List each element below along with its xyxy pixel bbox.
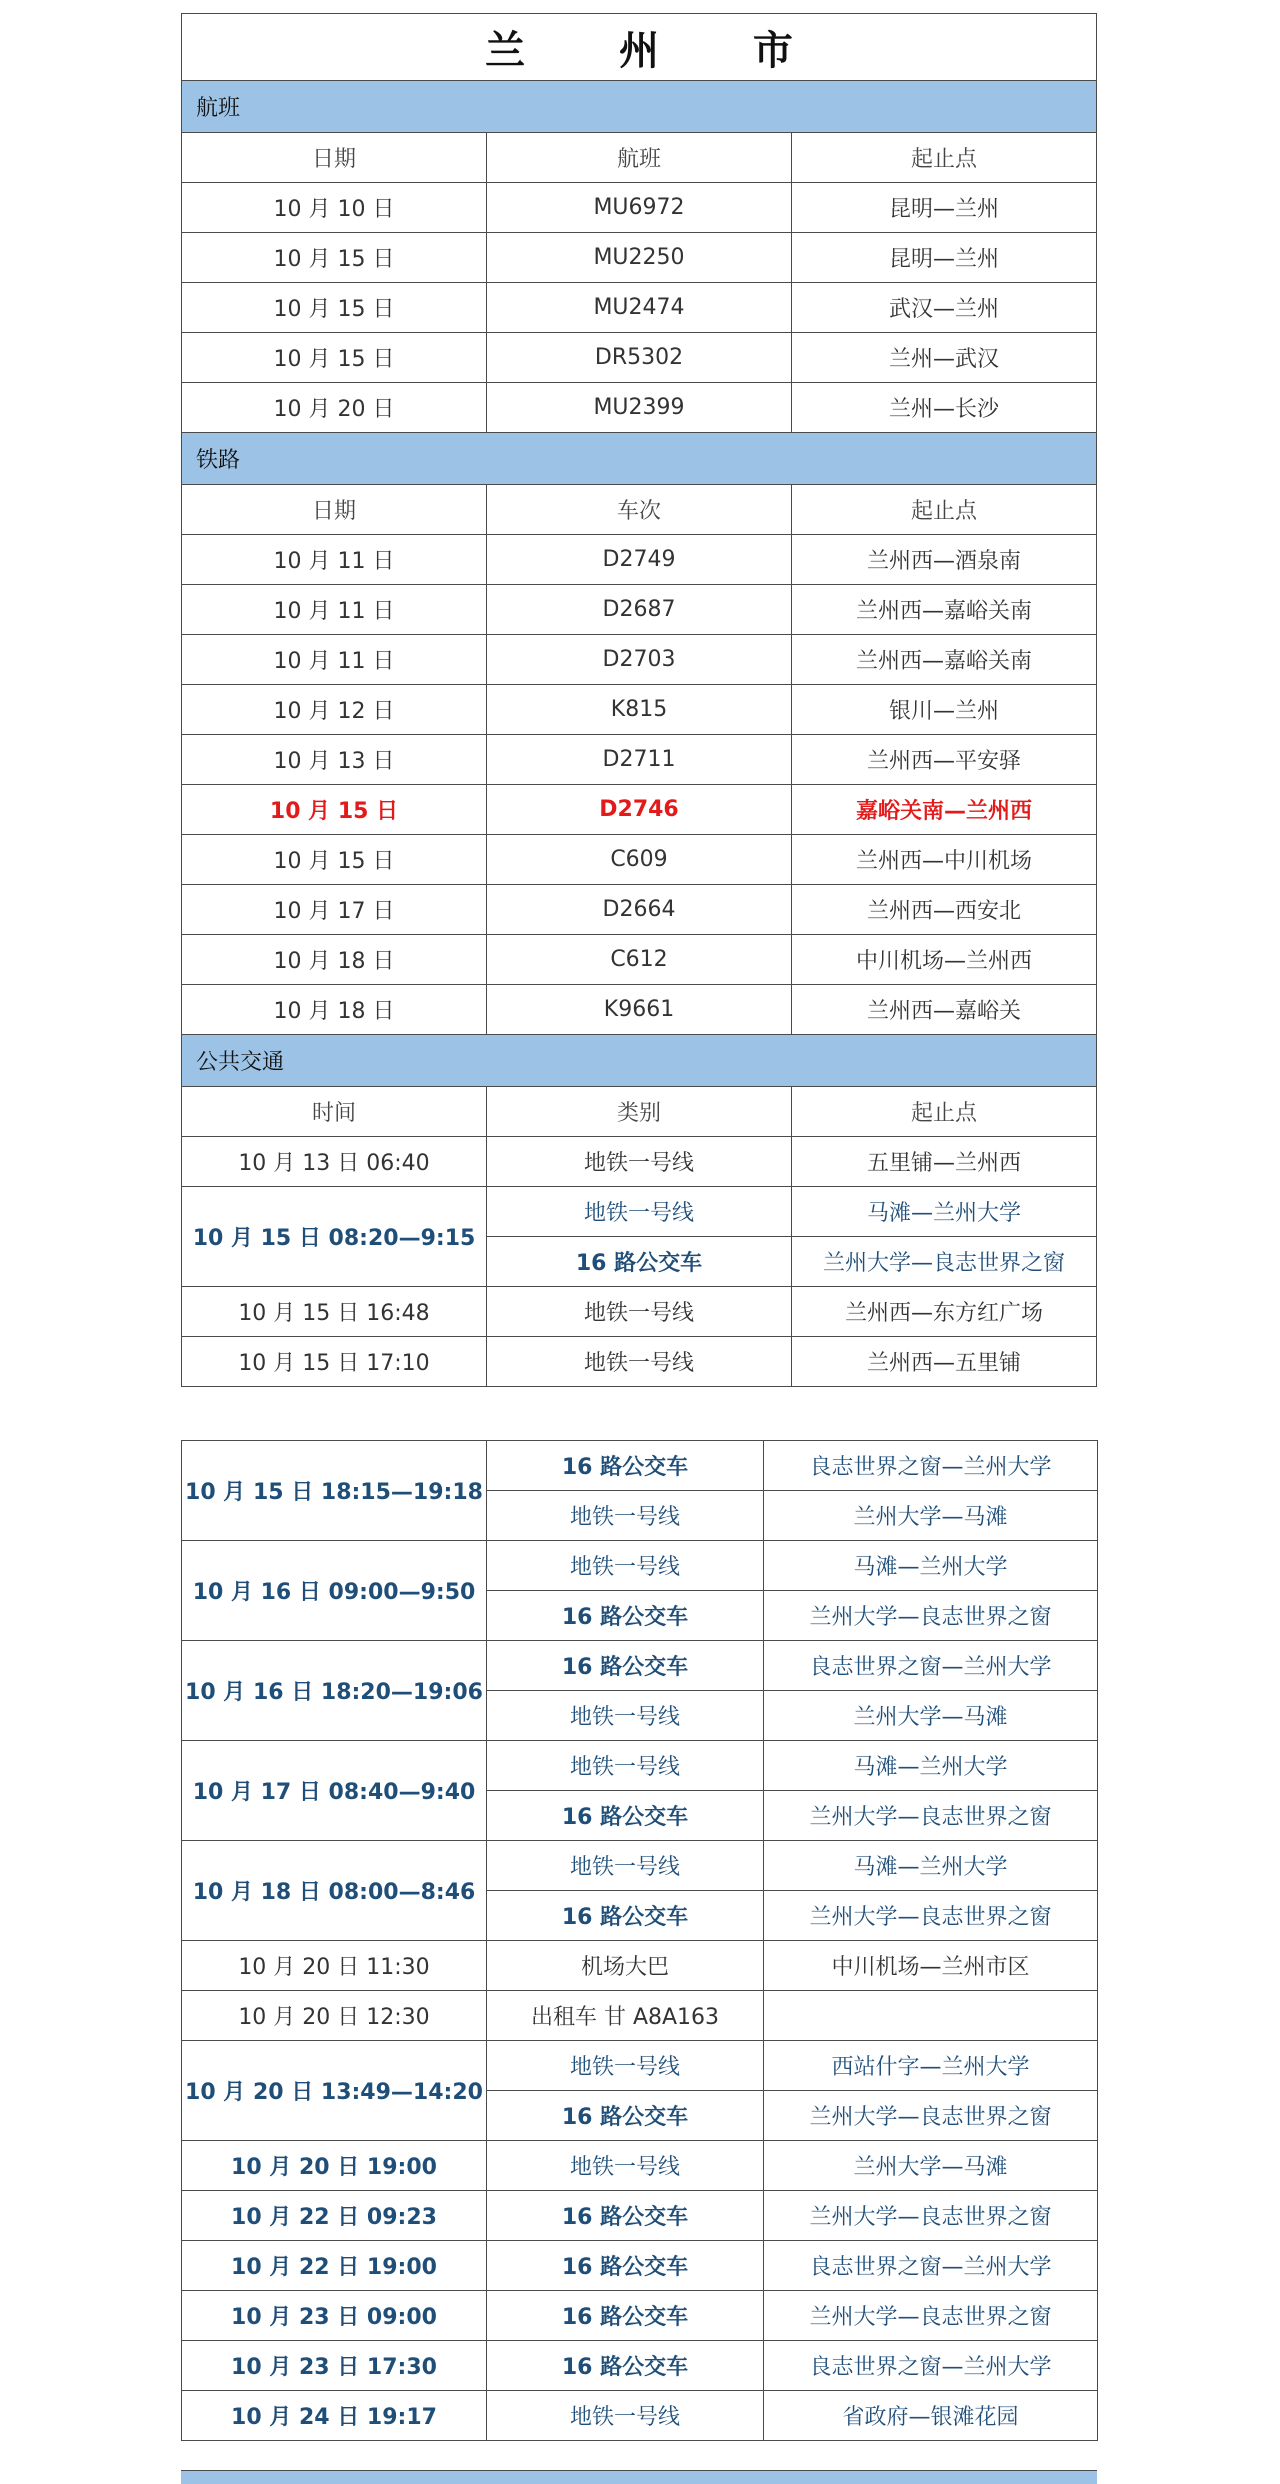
train-cell: C612 bbox=[487, 935, 792, 985]
table-row bbox=[182, 283, 1097, 333]
time-cell: 10 月 20 日 11:30 bbox=[182, 1941, 487, 1991]
route-cell: 嘉峪关南—兰州西 bbox=[792, 785, 1097, 835]
table-row bbox=[182, 885, 1097, 935]
date-cell: 10 月 20 日 bbox=[182, 383, 487, 433]
time-cell-merged: 10 月 16 日 18:20—19:06 bbox=[182, 1641, 487, 1741]
column-header-route: 起止点 bbox=[792, 133, 1097, 183]
table-row bbox=[182, 1541, 1098, 1591]
route-cell: 良志世界之窗—兰州大学 bbox=[764, 1641, 1098, 1691]
route-cell: 中川机场—兰州市区 bbox=[764, 1941, 1098, 1991]
type-cell: 16 路公交车 bbox=[487, 2291, 764, 2341]
type-cell: 16 路公交车 bbox=[487, 1641, 764, 1691]
type-cell: 16 路公交车 bbox=[487, 1441, 764, 1491]
route-cell: 兰州西—嘉峪关南 bbox=[792, 635, 1097, 685]
type-cell: 地铁一号线 bbox=[487, 1137, 792, 1187]
type-cell: 地铁一号线 bbox=[487, 1741, 764, 1791]
time-cell: 10 月 23 日 09:00 bbox=[182, 2291, 487, 2341]
table-row bbox=[182, 1337, 1097, 1387]
table-row bbox=[182, 1741, 1098, 1791]
route-cell: 昆明—兰州 bbox=[792, 233, 1097, 283]
type-cell: 16 路公交车 bbox=[487, 1791, 764, 1841]
column-header-route: 起止点 bbox=[792, 485, 1097, 535]
route-cell: 兰州大学—良志世界之窗 bbox=[764, 2091, 1098, 2141]
date-cell: 10 月 15 日 bbox=[182, 233, 487, 283]
table-row bbox=[182, 2191, 1098, 2241]
table-row bbox=[182, 835, 1097, 885]
route-cell: 兰州西—五里铺 bbox=[792, 1337, 1097, 1387]
type-cell: 地铁一号线 bbox=[487, 1491, 764, 1541]
section-row-flights bbox=[182, 81, 1097, 133]
table-row bbox=[182, 1641, 1098, 1691]
table-row bbox=[182, 1941, 1098, 1991]
date-cell: 10 月 15 日 bbox=[182, 835, 487, 885]
route-cell: 兰州大学—良志世界之窗 bbox=[792, 1237, 1097, 1287]
header-row-transit bbox=[182, 1087, 1097, 1137]
route-cell: 兰州西—酒泉南 bbox=[792, 535, 1097, 585]
time-cell: 10 月 20 日 19:00 bbox=[182, 2141, 487, 2191]
train-cell: K9661 bbox=[487, 985, 792, 1035]
time-cell: 10 月 24 日 19:17 bbox=[182, 2391, 487, 2441]
flight-cell: MU2250 bbox=[487, 233, 792, 283]
date-cell: 10 月 17 日 bbox=[182, 885, 487, 935]
time-cell-merged: 10 月 18 日 08:00—8:46 bbox=[182, 1841, 487, 1941]
train-cell: D2749 bbox=[487, 535, 792, 585]
type-cell: 地铁一号线 bbox=[487, 2041, 764, 2091]
column-header-time: 时间 bbox=[182, 1087, 487, 1137]
type-cell: 16 路公交车 bbox=[487, 2241, 764, 2291]
table-row bbox=[182, 935, 1097, 985]
time-cell-merged: 10 月 16 日 09:00—9:50 bbox=[182, 1541, 487, 1641]
route-cell: 兰州大学—马滩 bbox=[764, 1491, 1098, 1541]
route-cell: 兰州西—嘉峪关 bbox=[792, 985, 1097, 1035]
table-row bbox=[182, 1137, 1097, 1187]
train-cell: D2746 bbox=[487, 785, 792, 835]
section-label-flights: 航班 bbox=[182, 81, 1097, 133]
route-cell: 兰州大学—良志世界之窗 bbox=[764, 1591, 1098, 1641]
flight-cell: DR5302 bbox=[487, 333, 792, 383]
type-cell: 16 路公交车 bbox=[487, 2341, 764, 2391]
type-cell: 地铁一号线 bbox=[487, 2141, 764, 2191]
type-cell: 地铁一号线 bbox=[487, 1841, 764, 1891]
type-cell: 地铁一号线 bbox=[487, 2391, 764, 2441]
date-cell: 10 月 13 日 bbox=[182, 735, 487, 785]
itinerary-table-main bbox=[181, 13, 1097, 1387]
type-cell: 地铁一号线 bbox=[487, 1691, 764, 1741]
table-row bbox=[182, 383, 1097, 433]
route-cell: 马滩—兰州大学 bbox=[764, 1741, 1098, 1791]
header-row-rail bbox=[182, 485, 1097, 535]
date-cell: 10 月 11 日 bbox=[182, 535, 487, 585]
time-cell: 10 月 15 日 17:10 bbox=[182, 1337, 487, 1387]
table-row bbox=[182, 535, 1097, 585]
section-label-transit: 公共交通 bbox=[182, 1035, 1097, 1087]
time-cell-merged: 10 月 15 日 08:20—9:15 bbox=[182, 1187, 487, 1287]
route-cell: 五里铺—兰州西 bbox=[792, 1137, 1097, 1187]
route-cell: 良志世界之窗—兰州大学 bbox=[764, 2341, 1098, 2391]
route-cell: 银川—兰州 bbox=[792, 685, 1097, 735]
date-cell: 10 月 15 日 bbox=[182, 333, 487, 383]
route-cell: 兰州大学—马滩 bbox=[764, 2141, 1098, 2191]
table-row bbox=[182, 233, 1097, 283]
route-cell: 兰州西—中川机场 bbox=[792, 835, 1097, 885]
type-cell: 地铁一号线 bbox=[487, 1337, 792, 1387]
date-cell: 10 月 18 日 bbox=[182, 985, 487, 1035]
date-cell: 10 月 11 日 bbox=[182, 585, 487, 635]
title-row bbox=[182, 14, 1097, 81]
flight-cell: MU2399 bbox=[487, 383, 792, 433]
column-header-type: 类别 bbox=[487, 1087, 792, 1137]
section-row-transit bbox=[182, 1035, 1097, 1087]
column-header-flight: 航班 bbox=[487, 133, 792, 183]
type-cell: 地铁一号线 bbox=[487, 1287, 792, 1337]
date-cell: 10 月 10 日 bbox=[182, 183, 487, 233]
route-cell: 兰州大学—良志世界之窗 bbox=[764, 2191, 1098, 2241]
train-cell: D2687 bbox=[487, 585, 792, 635]
table-row bbox=[182, 1441, 1098, 1491]
route-cell: 良志世界之窗—兰州大学 bbox=[764, 1441, 1098, 1491]
route-cell bbox=[764, 1991, 1098, 2041]
table-row bbox=[182, 985, 1097, 1035]
time-cell: 10 月 22 日 19:00 bbox=[182, 2241, 487, 2291]
table-row bbox=[182, 2241, 1098, 2291]
flight-cell: MU2474 bbox=[487, 283, 792, 333]
type-cell: 16 路公交车 bbox=[487, 2191, 764, 2241]
column-header-train: 车次 bbox=[487, 485, 792, 535]
table-row-highlighted bbox=[182, 785, 1097, 835]
date-cell: 10 月 18 日 bbox=[182, 935, 487, 985]
column-header-date: 日期 bbox=[182, 485, 487, 535]
table-row bbox=[182, 685, 1097, 735]
train-cell: D2703 bbox=[487, 635, 792, 685]
route-cell: 兰州西—平安驿 bbox=[792, 735, 1097, 785]
route-cell: 兰州西—嘉峪关南 bbox=[792, 585, 1097, 635]
type-cell: 16 路公交车 bbox=[487, 1891, 764, 1941]
time-cell-merged: 10 月 15 日 18:15—19:18 bbox=[182, 1441, 487, 1541]
table-row bbox=[182, 735, 1097, 785]
route-cell: 武汉—兰州 bbox=[792, 283, 1097, 333]
table-row bbox=[182, 1841, 1098, 1891]
train-cell: C609 bbox=[487, 835, 792, 885]
table-row bbox=[182, 1991, 1098, 2041]
table-row bbox=[182, 1187, 1097, 1237]
table-row bbox=[182, 2041, 1098, 2091]
type-cell: 16 路公交车 bbox=[487, 1237, 792, 1287]
route-cell: 兰州—武汉 bbox=[792, 333, 1097, 383]
time-cell: 10 月 23 日 17:30 bbox=[182, 2341, 487, 2391]
route-cell: 兰州大学—良志世界之窗 bbox=[764, 1891, 1098, 1941]
train-cell: K815 bbox=[487, 685, 792, 735]
route-cell: 马滩—兰州大学 bbox=[792, 1187, 1097, 1237]
itinerary-table-continued bbox=[181, 1440, 1097, 2441]
column-header-date: 日期 bbox=[182, 133, 487, 183]
route-cell: 兰州大学—良志世界之窗 bbox=[764, 1791, 1098, 1841]
train-cell: D2711 bbox=[487, 735, 792, 785]
route-cell: 兰州大学—马滩 bbox=[764, 1691, 1098, 1741]
section-row-rail bbox=[182, 433, 1097, 485]
header-row-flights bbox=[182, 133, 1097, 183]
type-cell: 出租车 甘 A8A163 bbox=[487, 1991, 764, 2041]
table-row bbox=[182, 1287, 1097, 1337]
route-cell: 马滩—兰州大学 bbox=[764, 1841, 1098, 1891]
type-cell: 16 路公交车 bbox=[487, 2091, 764, 2141]
route-cell: 兰州西—东方红广场 bbox=[792, 1287, 1097, 1337]
time-cell-merged: 10 月 17 日 08:40—9:40 bbox=[182, 1741, 487, 1841]
column-header-route: 起止点 bbox=[792, 1087, 1097, 1137]
time-cell: 10 月 15 日 16:48 bbox=[182, 1287, 487, 1337]
route-cell: 省政府—银滩花园 bbox=[764, 2391, 1098, 2441]
date-cell: 10 月 12 日 bbox=[182, 685, 487, 735]
page-title: 兰 州 市 bbox=[182, 14, 1097, 81]
time-cell: 10 月 20 日 12:30 bbox=[182, 1991, 487, 2041]
table-row bbox=[182, 2291, 1098, 2341]
next-section-bar bbox=[181, 2470, 1097, 2484]
table-row bbox=[182, 183, 1097, 233]
table-row bbox=[182, 333, 1097, 383]
table-row bbox=[182, 2141, 1098, 2191]
table-row bbox=[182, 635, 1097, 685]
route-cell: 兰州—长沙 bbox=[792, 383, 1097, 433]
route-cell: 昆明—兰州 bbox=[792, 183, 1097, 233]
route-cell: 兰州西—西安北 bbox=[792, 885, 1097, 935]
route-cell: 兰州大学—良志世界之窗 bbox=[764, 2291, 1098, 2341]
route-cell: 良志世界之窗—兰州大学 bbox=[764, 2241, 1098, 2291]
route-cell: 中川机场—兰州西 bbox=[792, 935, 1097, 985]
table-row bbox=[182, 2391, 1098, 2441]
type-cell: 机场大巴 bbox=[487, 1941, 764, 1991]
type-cell: 地铁一号线 bbox=[487, 1187, 792, 1237]
time-cell: 10 月 13 日 06:40 bbox=[182, 1137, 487, 1187]
time-cell: 10 月 22 日 09:23 bbox=[182, 2191, 487, 2241]
date-cell: 10 月 11 日 bbox=[182, 635, 487, 685]
section-label-rail: 铁路 bbox=[182, 433, 1097, 485]
flight-cell: MU6972 bbox=[487, 183, 792, 233]
time-cell-merged: 10 月 20 日 13:49—14:20 bbox=[182, 2041, 487, 2141]
date-cell: 10 月 15 日 bbox=[182, 283, 487, 333]
table-row bbox=[182, 2341, 1098, 2391]
route-cell: 西站什字—兰州大学 bbox=[764, 2041, 1098, 2091]
route-cell: 马滩—兰州大学 bbox=[764, 1541, 1098, 1591]
date-cell: 10 月 15 日 bbox=[182, 785, 487, 835]
table-row bbox=[182, 585, 1097, 635]
type-cell: 16 路公交车 bbox=[487, 1591, 764, 1641]
train-cell: D2664 bbox=[487, 885, 792, 935]
type-cell: 地铁一号线 bbox=[487, 1541, 764, 1591]
